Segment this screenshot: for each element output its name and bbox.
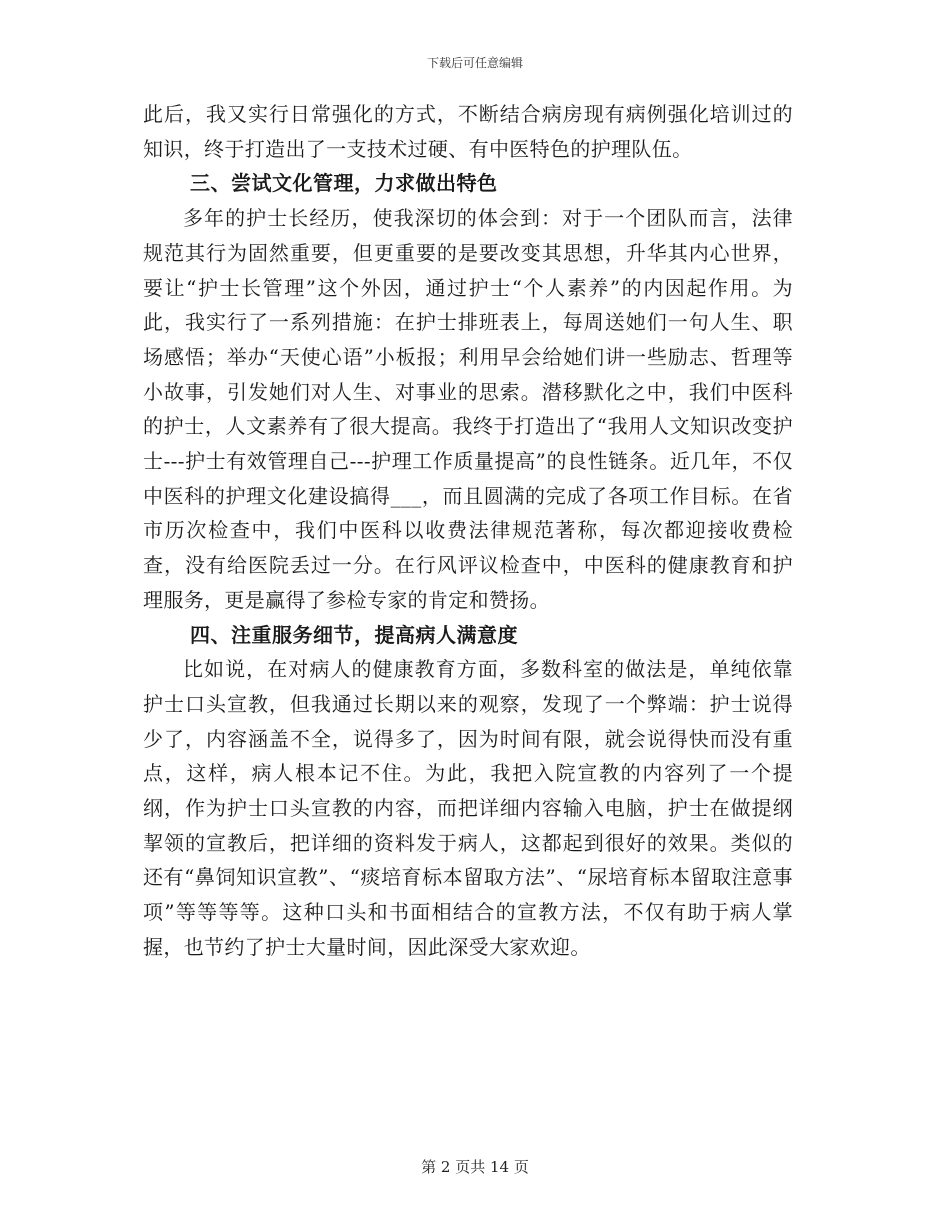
paragraph-continuation: 此后，我又实行日常强化的方式，不断结合病房现有病例强化培训过的知识，终于打造出了一支技术过硬、有中医特色的护理队伍。: [143, 102, 793, 161]
section-heading-3: 三、尝试文化管理，力求做出特色: [190, 171, 498, 196]
paragraph-culture-management: 多年的护士长经历，使我深切的体会到：对于一个团队而言，法律规范其行为固然重要，但更重要的是要改变其思想，升华其内心世界，要让“护士长管理”这个外因，通过护士“个人素养”的内因起作用。为此，我实行了一系列措施：在护士排班表上，每周送她们一句人生、职场感悟；举办“天使心语”小板报；利用早会给她们讲一些励志、哲理等小故事，引发她们对人生、对事业的思索。潜移默化之中，我们中医科的护士，人文素养有了很大提高。我终于打造出了“我用人文知识改变护士---护士有效管理自己---护理工作质量提高”的良性链条。近几年，不仅中医科的护理文化建设搞得___，而且圆满的完成了各项工作目标。在省市历次检查中，我们中医科以收费法律规范著称，每次都迎接收费检查，没有给医院丢过一分。在行风评议检查中，中医科的健康教育和护理服务，更是赢得了参检专家的肯定和赞扬。: [143, 206, 793, 612]
page-header: 下载后可任意编辑: [426, 56, 523, 70]
section-heading-4: 四、注重服务细节，提高病人满意度: [190, 622, 518, 647]
document-body: [143, 97, 793, 965]
paragraph-service-details: 比如说，在对病人的健康教育方面，多数科室的做法是，单纯依靠护士口头宣教，但我通过长期以来的观察，发现了一个弊端：护士说得少了，内容涵盖不全，说得多了，因为时间有限，就会说得快而没有重点，这样，病人根本记不住。为此，我把入院宣教的内容列了一个提纲，作为护士口头宣教的内容，而把详细内容输入电脑，护士在做提纲挈领的宣教后，把详细的资料发于病人，这都起到很好的效果。类似的还有“鼻饲知识宣教”、“痰培育标本留取方法”、“尿培育标本留取注意事项”等等等等。这种口头和书面相结合的宣教方法，不仅有助于病人掌握，也节约了护士大量时间，因此深受大家欢迎。: [143, 657, 793, 959]
page-number-footer: 第 2 页共 14 页: [421, 1158, 529, 1176]
